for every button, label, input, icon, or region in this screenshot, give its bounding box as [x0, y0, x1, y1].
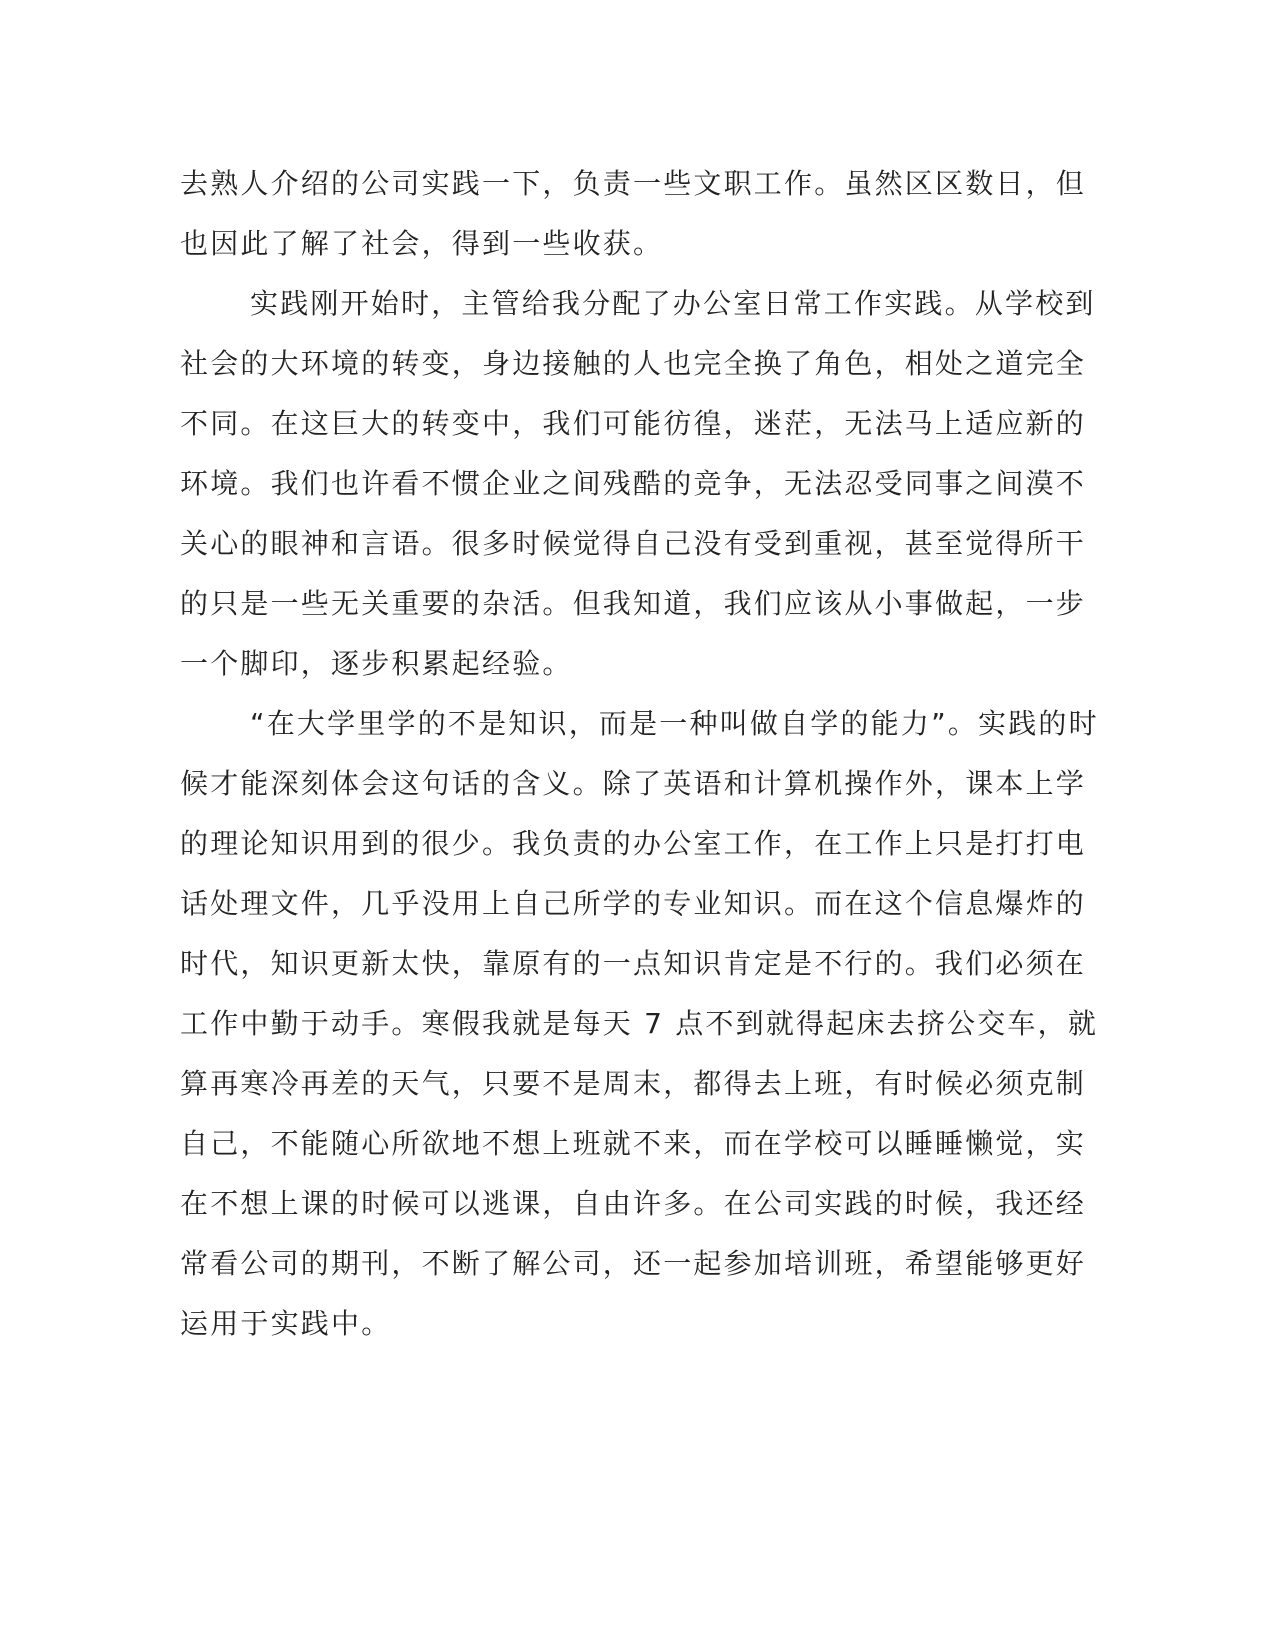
text-line: 算再寒冷再差的天气，只要不是周末，都得去上班，有时候必须克制: [180, 1067, 1087, 1100]
text-line: 时代，知识更新太快，靠原有的一点知识肯定是不行的。我们必须在: [180, 947, 1087, 980]
text-line: 去熟人介绍的公司实践一下，负责一些文职工作。虽然区区数日，但: [180, 167, 1087, 200]
text-line: 运用于实践中。: [180, 1307, 392, 1340]
paragraph-start-line: 实践刚开始时，主管给我分配了办公室日常工作实践。从学校到: [250, 287, 1096, 320]
body-text: [180, 154, 1099, 1354]
text-line: 工作中勤于动手。寒假我就是每天 7 点不到就得起床去挤公交车，就: [180, 1007, 1099, 1040]
text-line: 也因此了解了社会，得到一些收获。: [180, 227, 664, 260]
text-line: 自己，不能随心所欲地不想上班就不来，而在学校可以睡睡懒觉，实: [180, 1127, 1087, 1160]
text-line: 一个脚印，逐步积累起经验。: [180, 647, 573, 680]
text-line: 的只是一些无关重要的杂活。但我知道，我们应该从小事做起，一步: [180, 587, 1087, 620]
text-line: 常看公司的期刊，不断了解公司，还一起参加培训班，希望能够更好: [180, 1247, 1087, 1280]
text-line: 话处理文件，几乎没用上自己所学的专业知识。而在这个信息爆炸的: [180, 887, 1087, 920]
text-line: 不同。在这巨大的转变中，我们可能彷徨，迷茫，无法马上适应新的: [180, 407, 1087, 440]
text-line: 环境。我们也许看不惯企业之间残酷的竞争，无法忍受同事之间漠不: [180, 467, 1087, 500]
text-line: 社会的大环境的转变，身边接触的人也完全换了角色，相处之道完全: [180, 347, 1087, 380]
text-line: 在不想上课的时候可以逃课，自由许多。在公司实践的时候，我还经: [180, 1187, 1087, 1220]
text-line: 的理论知识用到的很少。我负责的办公室工作，在工作上只是打打电: [180, 827, 1087, 860]
text-line: 关心的眼神和言语。很多时候觉得自己没有受到重视，甚至觉得所干: [180, 527, 1087, 560]
paragraph-start-line: “在大学里学的不是知识，而是一种叫做自学的能力”。实践的时: [250, 707, 1099, 740]
text-line: 候才能深刻体会这句话的含义。除了英语和计算机操作外，课本上学: [180, 767, 1087, 800]
